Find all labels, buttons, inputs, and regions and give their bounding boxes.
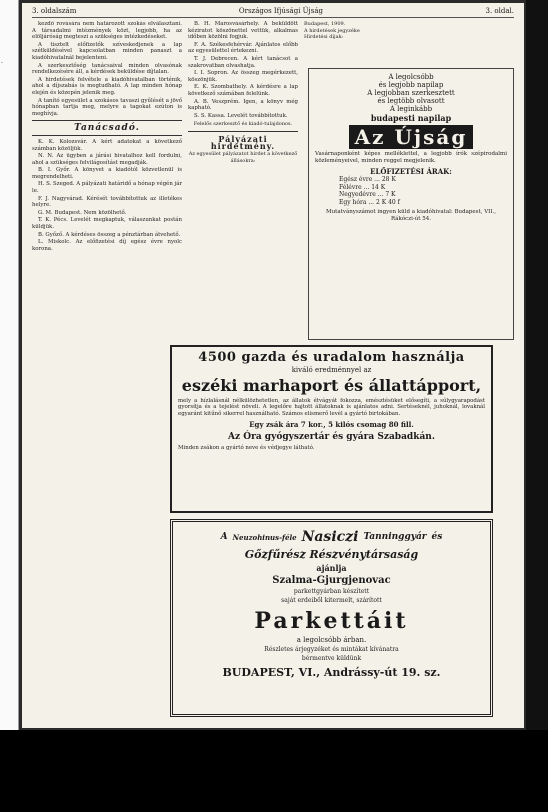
ad-company: Gőzfűrész Részvénytársaság <box>244 548 419 561</box>
adjacent-page-text: · <box>1 60 3 67</box>
listing-line: Hirdetési díjak: <box>304 34 344 41</box>
ad-footer: Minden zsákon a gyártó neve és védjegye látható. <box>178 445 315 452</box>
ad-body: mely a hízlalásnál nélkülözhetetlen, az állatok étvágyát fokozza, emésztésüket elősegíti, a súlygyarapodást gyorsítja és a tejelést növeli. A legelőre hajtott állatoknak is ajánlatos adni. Sertéseknél, juhoknál, lovaknál egyaránt kitűnő sikerrel használható. Számos elismerő levél a gyártó birtokában. <box>178 398 485 417</box>
advice-item: G. M. Budapest. Nem közölhető. <box>38 209 127 216</box>
advice-item: H. S. Szeged. A pályázati határidő a hónap végén jár le. <box>32 181 182 195</box>
advice-item: F. A. Székesfehérvár. Ajánlatos előbb az egyesülettel értekezni. <box>188 41 298 55</box>
ad-text: parkettgyárban készített <box>293 588 370 595</box>
bottom-margin <box>0 730 548 812</box>
ad-text: és <box>431 532 443 542</box>
page-header <box>32 7 514 18</box>
advice-item: E. K. Szombathely. A kérdésre a lap következő számában felelünk. <box>188 84 298 97</box>
ad-intro: A leginkább <box>389 105 433 113</box>
ad-intro: és legtöbb olvasott <box>377 97 445 105</box>
ad-text: Neuzohinus-féle <box>232 532 297 542</box>
divider <box>188 131 298 132</box>
ad-address: BUDAPEST, VI., Andrássy-út 19. sz. <box>222 666 441 679</box>
ad-body: Vasárnaponként képes melléklettel, a legjobb írók szépirodalmi közleményeivel, minden reggel megjelenik. <box>315 151 507 164</box>
advice-item: B. Győző. A kérdéses összeg a pénztárban átvehető. <box>38 231 181 238</box>
ad-footer: Mutatványszámot ingyen küld a kiadóhivatal: Budapest, VII., Rákóczi-út 54. <box>325 209 497 222</box>
advice-item: T. K. Pécs. Levelét megkaptuk, válaszunkat postán küldjük. <box>32 217 182 231</box>
ad-intro: budapesti napilap <box>370 113 452 123</box>
article-paragraph: kezdő rovására nem határozott szokás elválasztani. A társadalmi intézmények közt, legjobb, ha az elöljáróság megteszi a szükséges intézkedéseket. <box>32 21 182 41</box>
adjacent-page-strip <box>0 0 19 812</box>
header-left: 3. oldalszám <box>32 7 77 15</box>
ad-subline: kiváló eredménnyel az <box>291 366 372 374</box>
advice-item: S. S. Kassa. Levelét továbbítottuk. <box>194 112 288 119</box>
ad-text: ajánlja <box>316 563 347 573</box>
ad-maker: Az Óra gyógyszertár és gyára Szabadkán. <box>228 432 435 443</box>
divider <box>32 135 182 136</box>
ad-text: A <box>220 532 228 542</box>
ad-text: saját erdeiből kitermelt, szárított <box>281 597 382 604</box>
palyazat-line: Az egyesület pályázatot hirdet a következő állásokra: <box>188 151 298 164</box>
advice-item: F. J. Nagyvárad. Kérését továbbítottuk az illetékes helyre. <box>32 195 182 209</box>
section-title-palyazat: Pályázati hirdetmény. <box>210 133 276 151</box>
ad-text: Nasiczi <box>301 529 359 545</box>
advice-item: B. I. Győr. A könyvet a kiadótól közvetlenül is megrendelheti. <box>32 167 182 180</box>
ad-price: Negyedévre ... 7 K <box>339 191 396 199</box>
az-ujsag-ad <box>308 68 514 340</box>
ad-product: eszéki marhaport és állattápport, <box>181 376 482 395</box>
advice-item: A. B. Veszprém. Igen, a könyv még kapható. <box>188 98 298 112</box>
advice-item: L. Miskolc. Az előfizetési díj egész évre nyolc korona. <box>32 239 182 252</box>
editor-note: Felelős szerkesztő és kiadó-tulajdonos. <box>193 121 293 128</box>
listing-line: A hirdetések jegyzéke <box>304 27 360 34</box>
marhapor-ad <box>170 345 493 513</box>
section-title-tanacsado: Tanácsadó. <box>74 123 140 134</box>
ad-title: Az Újság <box>349 125 474 149</box>
ad-price: Egy zsák ára 7 kor., 5 kilós csomag 80 fill. <box>249 420 414 430</box>
advice-item: I. I. Sopron. Az összeg megérkezett, köszönjük. <box>188 70 298 83</box>
ad-intro: A legjobban szerkesztett <box>367 89 455 97</box>
advice-item: K. K. Kolozsvár. A kért adatokat a következő számban közöljük. <box>32 138 182 152</box>
ad-text: Szalma-Gjurgjenovac <box>272 575 391 586</box>
article-paragraph: A tisztelt előfizetők szíveskedjenek a lap szétküldésével kapcsolatban minden panaszt a kiadóhivatalnál bejelenteni. <box>32 41 182 61</box>
article-paragraph: A szerkesztőség tanácsaival minden olvasónak rendelkezésére áll, a kérdések beküldése díjtalan. <box>32 62 182 76</box>
parketta-ad <box>170 519 493 717</box>
article-paragraph: A hirdetések felvétele a kiadóhivatalban történik, ahol a díjszabás is megtudható. A lap minden hónap elején és közepén jelenik meg. <box>32 76 182 96</box>
divider <box>32 120 182 121</box>
column-middle <box>188 21 298 343</box>
header-center: Országos Ifjúsági Újság <box>238 7 323 15</box>
ad-parkett: Parkettáit <box>254 608 409 634</box>
advice-item: N. N. Az ügyben a járási hivatalhoz kell fordulni, ahol a szükséges felvilágosítást megadják. <box>32 153 182 166</box>
ad-intro: és legjobb napilap <box>378 81 444 89</box>
right-margin <box>526 0 548 812</box>
ad-intro: A legolcsóbb <box>388 73 434 81</box>
ad-price-header: ELŐFIZETÉSI ÁRAK: <box>370 167 452 177</box>
listing-line: Budapest, 1909. <box>304 21 346 27</box>
ad-headline: 4500 gazda és uradalom használja <box>198 350 465 365</box>
column-left <box>32 21 182 719</box>
ad-price: Félévre ... 14 K <box>339 183 386 191</box>
ad-text: Tanninggyár <box>363 532 427 542</box>
ad-text: bérmentve küldünk <box>301 655 362 662</box>
newspaper-page <box>22 3 524 728</box>
article-paragraph: A tanító egyesület a szokásos tavaszi gyűlését a jövő hónapban tartja meg, melyre a tagokat ezúton is meghívja. <box>32 97 182 117</box>
ad-price: Egy hóra ... 2 K 40 f <box>339 198 400 206</box>
ad-text: a legolcsóbb árban. <box>296 636 367 644</box>
header-right: 3. oldal. <box>485 7 514 15</box>
ad-price: Egész évre ... 28 K <box>339 176 396 184</box>
advice-item: B. H. Marosvásárhely. A beküldött kéziratot köszönettel vettük, alkalmas időben közölni fogjuk. <box>188 21 298 41</box>
ad-text: Részletes árjegyzéket és mintákat kívánatra <box>264 646 399 653</box>
advice-item: T. J. Debrecen. A kért tanácsot a szakrovatban olvashatja. <box>188 55 298 69</box>
